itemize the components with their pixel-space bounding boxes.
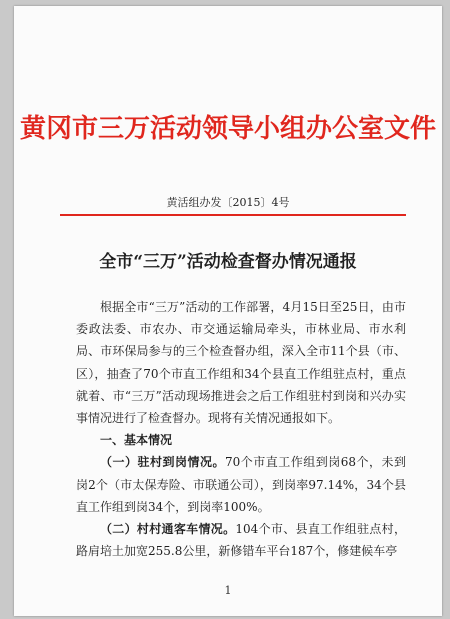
item-1-text: 70个市直工作组到岗68个，未到岗2个（市太保寿险、市联通公司），到岗率97.14%，34个县直工作组到岗34个，到岗率100%。 <box>76 455 406 514</box>
item-2-label: （二）村村通客车情况。 <box>100 522 236 537</box>
page-number: 1 <box>224 584 232 597</box>
intro-paragraph: 根据全市“三万”活动的工作部署，4月15日至25日，由市委政法委、市农办、市交通运输局牵头，市林业局、市水利局、市环保局参与的三个检查督办组，深入全市11个县（市、区），抽查了70个市直工作组和34个县直工作组驻点村，重点就着、市“三万”活动现场推进会之后工作组驻村到岗和兴办实事情况进行了检查督办。现将有关情况通报如下。 <box>76 300 406 426</box>
document-body <box>76 296 406 562</box>
item-1-label: （一）驻村到岗情况。 <box>100 455 225 470</box>
document-number: 黄活组办发〔2015〕4号 <box>166 196 290 209</box>
document-header: 黄冈市三万活动领导小组办公室文件 <box>19 114 436 144</box>
red-divider-line <box>60 214 406 216</box>
document-page <box>14 6 442 616</box>
item-2-text: 104个市、县直工作组驻点村，路肩培土加宽255.8公里，新修错车平台187个，修建候车亭 <box>76 522 406 559</box>
paragraph-item-1 <box>76 451 406 518</box>
paragraph-item-2 <box>76 518 406 562</box>
section-heading-basic: 一、基本情况 <box>100 433 173 448</box>
document-title: 全市“三万”活动检查督办情况通报 <box>99 252 357 272</box>
